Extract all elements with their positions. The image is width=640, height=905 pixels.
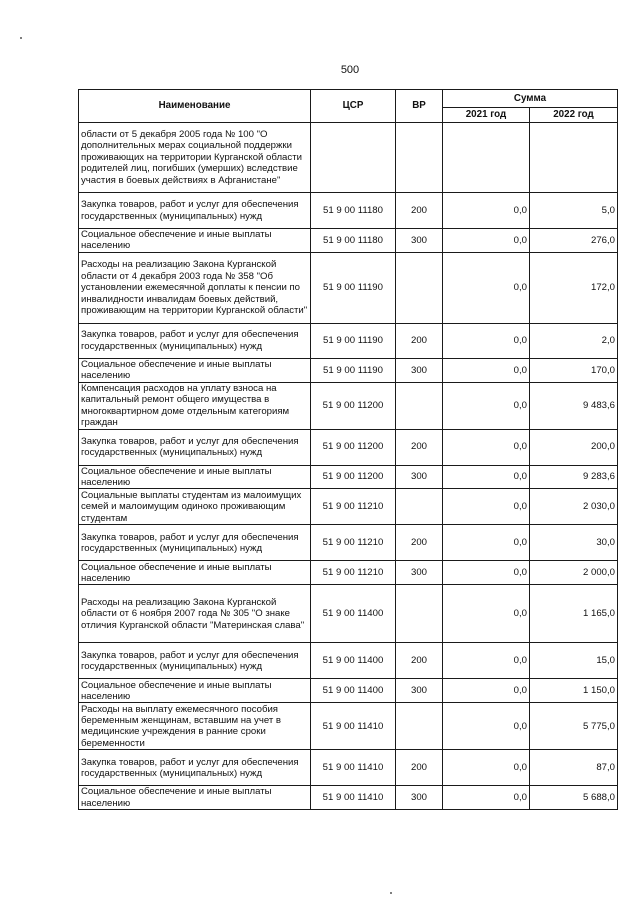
cell-vr: 300	[396, 679, 443, 703]
cell-2022: 2,0	[530, 323, 618, 358]
cell-csr: 51 9 00 11400	[311, 643, 396, 679]
table-row	[79, 465, 618, 489]
cell-2021: 0,0	[443, 585, 530, 643]
scan-speck	[390, 892, 392, 894]
cell-2021: 0,0	[443, 252, 530, 323]
table-row	[79, 123, 618, 193]
cell-name: Социальное обеспечение и иные выплаты населению	[79, 786, 311, 810]
cell-csr: 51 9 00 11200	[311, 429, 396, 465]
cell-vr: 300	[396, 561, 443, 585]
cell-2021: 0,0	[443, 429, 530, 465]
cell-csr: 51 9 00 11180	[311, 193, 396, 229]
cell-vr	[396, 252, 443, 323]
cell-name: Закупка товаров, работ и услуг для обеспечения государственных (муниципальных) нужд	[79, 525, 311, 561]
cell-csr: 51 9 00 11190	[311, 358, 396, 382]
cell-2021: 0,0	[443, 525, 530, 561]
cell-vr: 200	[396, 429, 443, 465]
cell-csr: 51 9 00 11200	[311, 465, 396, 489]
cell-vr	[396, 123, 443, 193]
header-sum: Сумма	[443, 90, 618, 108]
cell-name: Закупка товаров, работ и услуг для обеспечения государственных (муниципальных) нужд	[79, 323, 311, 358]
cell-name: Компенсация расходов на уплату взноса на капитальный ремонт общего имущества в многоквартирном доме отдельным категориям граждан	[79, 382, 311, 429]
cell-name: Социальное обеспечение и иные выплаты населению	[79, 465, 311, 489]
cell-csr: 51 9 00 11180	[311, 229, 396, 253]
table-row	[79, 252, 618, 323]
table-header	[79, 90, 618, 123]
cell-csr: 51 9 00 11210	[311, 489, 396, 525]
cell-2022: 15,0	[530, 643, 618, 679]
scan-speck	[20, 37, 22, 39]
table-row	[79, 561, 618, 585]
cell-csr	[311, 123, 396, 193]
cell-2022: 9 283,6	[530, 465, 618, 489]
cell-2022: 172,0	[530, 252, 618, 323]
cell-name: области от 5 декабря 2005 года № 100 "О дополнительных мерах социальной поддержки проживающих на территории Курганской области родителей лиц, погибших (умерших) вследствие участия в боевых действиях в Афганистане"	[79, 123, 311, 193]
cell-name: Социальное обеспечение и иные выплаты населению	[79, 679, 311, 703]
cell-2022: 30,0	[530, 525, 618, 561]
cell-2022: 1 150,0	[530, 679, 618, 703]
cell-csr: 51 9 00 11410	[311, 750, 396, 786]
table-row	[79, 429, 618, 465]
cell-name: Социальные выплаты студентам из малоимущих семей и малоимущим одиноко проживающим студентам	[79, 489, 311, 525]
cell-vr: 200	[396, 193, 443, 229]
cell-csr: 51 9 00 11400	[311, 585, 396, 643]
cell-2021: 0,0	[443, 786, 530, 810]
cell-2021: 0,0	[443, 561, 530, 585]
cell-2021	[443, 123, 530, 193]
cell-vr: 200	[396, 323, 443, 358]
table-row	[79, 323, 618, 358]
table-row	[79, 703, 618, 750]
cell-2021: 0,0	[443, 643, 530, 679]
table-row	[79, 750, 618, 786]
cell-2022: 5 775,0	[530, 703, 618, 750]
header-year-2022: 2022 год	[530, 108, 618, 123]
cell-name: Закупка товаров, работ и услуг для обеспечения государственных (муниципальных) нужд	[79, 643, 311, 679]
cell-csr: 51 9 00 11400	[311, 679, 396, 703]
table-row	[79, 193, 618, 229]
table-row	[79, 382, 618, 429]
cell-vr	[396, 585, 443, 643]
table-row	[79, 358, 618, 382]
cell-2022: 87,0	[530, 750, 618, 786]
table-row	[79, 585, 618, 643]
cell-vr	[396, 489, 443, 525]
cell-vr: 200	[396, 525, 443, 561]
header-name: Наименование	[79, 90, 311, 123]
cell-name: Расходы на реализацию Закона Курганской области от 6 ноября 2007 года № 305 "О знаке отличия Курганской области "Материнская слава"	[79, 585, 311, 643]
table-body	[79, 123, 618, 810]
header-csr: ЦСР	[311, 90, 396, 123]
cell-2022: 5 688,0	[530, 786, 618, 810]
cell-vr: 200	[396, 750, 443, 786]
cell-csr: 51 9 00 11200	[311, 382, 396, 429]
cell-vr	[396, 703, 443, 750]
table-row	[79, 786, 618, 810]
page-number: 500	[340, 64, 360, 76]
cell-vr: 300	[396, 786, 443, 810]
table-row	[79, 525, 618, 561]
cell-name: Закупка товаров, работ и услуг для обеспечения государственных (муниципальных) нужд	[79, 193, 311, 229]
cell-name: Социальное обеспечение и иные выплаты населению	[79, 229, 311, 253]
cell-2022: 200,0	[530, 429, 618, 465]
cell-2022: 276,0	[530, 229, 618, 253]
cell-vr: 300	[396, 465, 443, 489]
table-row	[79, 643, 618, 679]
budget-table	[78, 89, 618, 810]
cell-csr: 51 9 00 11410	[311, 703, 396, 750]
cell-vr	[396, 382, 443, 429]
cell-2021: 0,0	[443, 193, 530, 229]
cell-csr: 51 9 00 11210	[311, 525, 396, 561]
cell-name: Социальное обеспечение и иные выплаты населению	[79, 358, 311, 382]
cell-2022	[530, 123, 618, 193]
cell-2021: 0,0	[443, 323, 530, 358]
cell-name: Закупка товаров, работ и услуг для обеспечения государственных (муниципальных) нужд	[79, 429, 311, 465]
cell-csr: 51 9 00 11190	[311, 252, 396, 323]
cell-2021: 0,0	[443, 703, 530, 750]
cell-2021: 0,0	[443, 358, 530, 382]
cell-name: Социальное обеспечение и иные выплаты населению	[79, 561, 311, 585]
cell-2021: 0,0	[443, 465, 530, 489]
cell-2022: 5,0	[530, 193, 618, 229]
cell-csr: 51 9 00 11190	[311, 323, 396, 358]
cell-2022: 1 165,0	[530, 585, 618, 643]
cell-csr: 51 9 00 11410	[311, 786, 396, 810]
cell-vr: 300	[396, 358, 443, 382]
cell-name: Расходы на выплату ежемесячного пособия беременным женщинам, вставшим на учет в медицинские учреждения в ранние сроки беременности	[79, 703, 311, 750]
cell-name: Закупка товаров, работ и услуг для обеспечения государственных (муниципальных) нужд	[79, 750, 311, 786]
table-row	[79, 229, 618, 253]
table-row	[79, 489, 618, 525]
cell-2021: 0,0	[443, 679, 530, 703]
cell-name: Расходы на реализацию Закона Курганской области от 4 декабря 2003 года № 358 "Об установлении ежемесячной доплаты к пенсии по инвалидности инвалидам боевых действий, проживающим на территории Курганской области"	[79, 252, 311, 323]
cell-2022: 2 030,0	[530, 489, 618, 525]
cell-2022: 170,0	[530, 358, 618, 382]
cell-2021: 0,0	[443, 382, 530, 429]
cell-2022: 2 000,0	[530, 561, 618, 585]
cell-2021: 0,0	[443, 750, 530, 786]
header-year-2021: 2021 год	[443, 108, 530, 123]
cell-2022: 9 483,6	[530, 382, 618, 429]
cell-2021: 0,0	[443, 229, 530, 253]
header-vr: ВР	[396, 90, 443, 123]
table-row	[79, 679, 618, 703]
cell-vr: 200	[396, 643, 443, 679]
cell-2021: 0,0	[443, 489, 530, 525]
cell-csr: 51 9 00 11210	[311, 561, 396, 585]
cell-vr: 300	[396, 229, 443, 253]
